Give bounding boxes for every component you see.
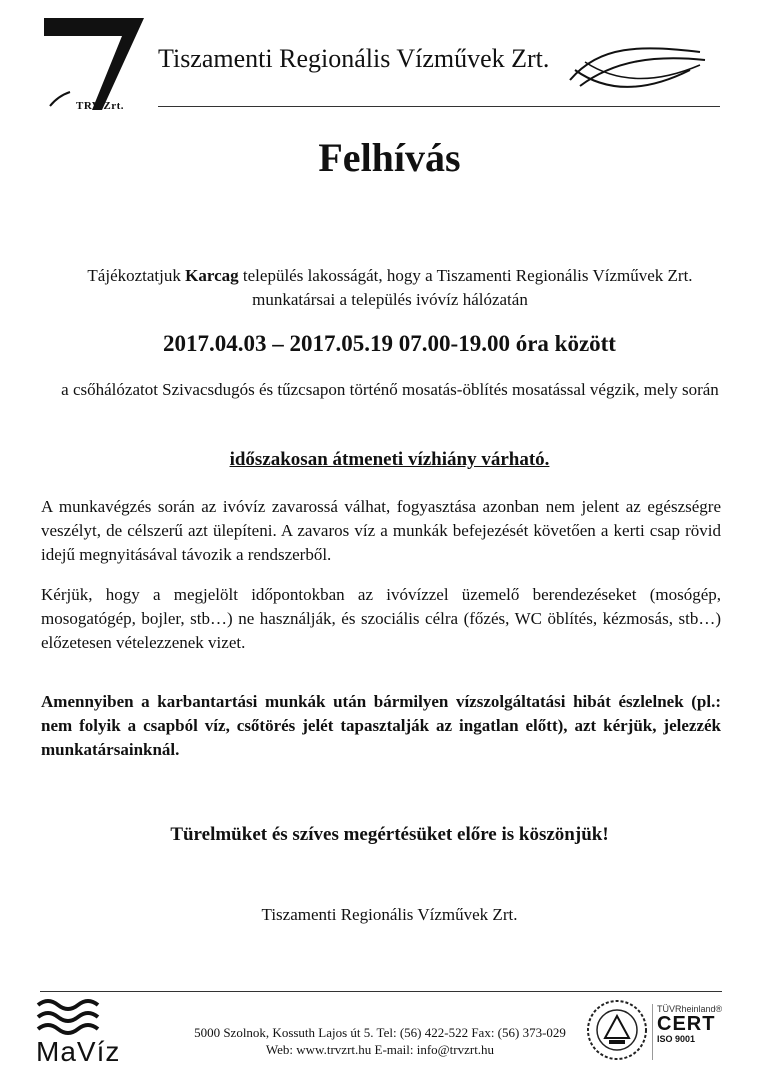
cert-iso: ISO 9001 xyxy=(657,1034,696,1044)
company-title: Tiszamenti Regionális Vízművek Zrt. xyxy=(158,44,550,73)
cert-brand: TÜVRheinland® xyxy=(657,1004,723,1014)
maviz-waves-icon xyxy=(36,995,116,1037)
intro-after: település lakosságát, hogy a Tiszamenti Regionális Vízművek Zrt. munkatársai a település ivóvíz hálózatán xyxy=(238,266,693,309)
method-text: a csőhálózatot Szivacsdugós és tűzcsapon történő mosatás-öblítés mosatással végzik, mely során xyxy=(61,380,719,399)
paragraph-report-fault: Amennyiben a karbantartási munkák után bármilyen vízszolgáltatási hibát észlelnek (pl.: nem folyik a csapból víz, csőtörés jelét tapasztalják az ingatlan előtt), azt kérjük, jelezzék munkatársainknál. xyxy=(41,692,721,759)
swoosh-logo xyxy=(560,40,710,100)
tuv-seal-icon xyxy=(585,998,649,1062)
paragraph-turbidity: A munkavégzés során az ivóvíz zavarossá válhat, fogyasztása azonban nem jelent az egészségre veszélyt, de célszerű azt ülepíteni. A zavaros víz a munkák befejezését követően a kerti csap rövid idejű megnyitásával távozik a rendszerből. xyxy=(41,497,721,564)
date-range: 2017.04.03 – 2017.05.19 07.00-19.00 óra között xyxy=(163,331,616,356)
paragraph-request: Kérjük, hogy a megjelölt időpontokban az ivóvízzel üzemelő berendezéseket (mosógép, mosogatógép, bojler, stb…) ne használják, és szociális célra (főzés, WC öblítés, kézmosás, stb…) előzetesen vételezzenek vizet. xyxy=(41,585,721,652)
tuv-cert-badge xyxy=(652,1004,729,1060)
header-divider xyxy=(158,106,720,107)
footer-divider xyxy=(40,991,722,992)
thanks-text: Türelmüket és szíves megértésüket előre is köszönjük! xyxy=(170,824,609,845)
warning-text xyxy=(0,449,779,471)
intro-before: Tájékoztatjuk xyxy=(87,266,186,285)
signature: Tiszamenti Regionális Vízművek Zrt. xyxy=(261,905,518,924)
maviz-logo-text: MaVíz xyxy=(36,1036,121,1067)
town-name: Karcag xyxy=(185,266,239,285)
intro-text xyxy=(50,264,730,312)
logo-subtitle: TRV Zrt. xyxy=(76,100,125,112)
warning-label: időszakosan átmeneti vízhiány várható. xyxy=(229,449,550,470)
contact-line: Web: www.trvzrt.hu E-mail: info@trvzrt.hu xyxy=(265,1042,495,1057)
address-line: 5000 Szolnok, Kossuth Lajos út 5. Tel: (56) 422-522 Fax: (56) 373-029 xyxy=(194,1025,566,1040)
footer-address xyxy=(140,1024,620,1058)
cert-label: CERT xyxy=(657,1013,716,1035)
page-title: Felhívás xyxy=(318,135,461,180)
